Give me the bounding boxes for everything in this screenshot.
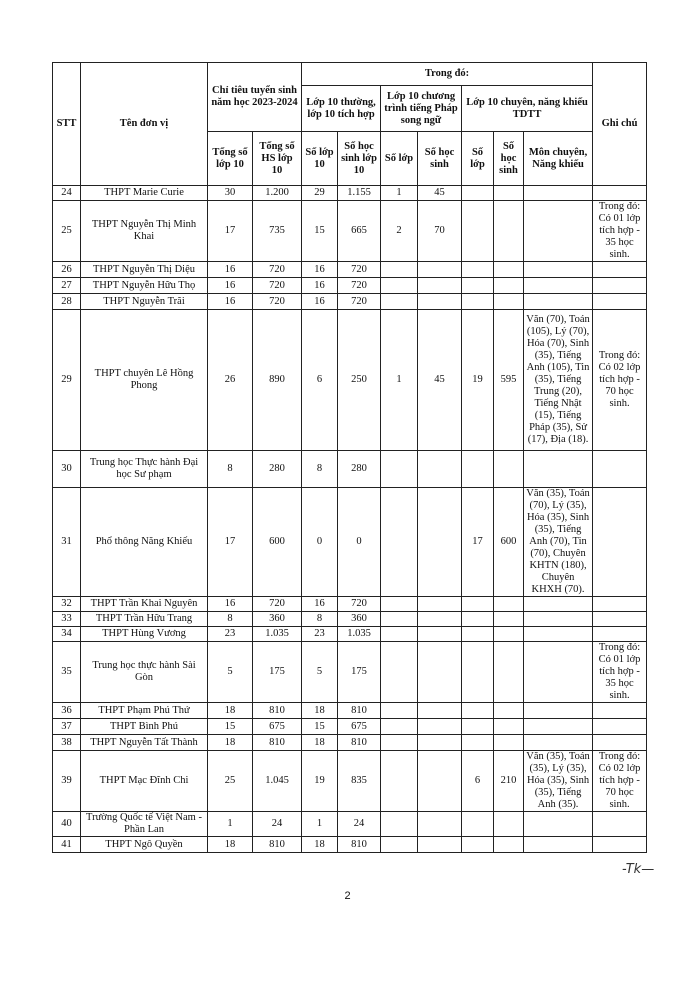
row-french-classes [381, 751, 418, 812]
row-special-classes: 6 [462, 751, 494, 812]
row-notes [593, 451, 647, 488]
row-total-students: 810 [253, 837, 302, 853]
row-regular-classes: 18 [302, 837, 338, 853]
row-total-students: 675 [253, 719, 302, 735]
row-french-classes [381, 703, 418, 719]
row-french-students [418, 837, 462, 853]
unit-name-header: Tên đơn vị [81, 63, 208, 186]
row-special-classes [462, 186, 494, 201]
total-students-header: Tổng số HS lớp 10 [253, 132, 302, 186]
row-total-classes: 18 [208, 703, 253, 719]
row-regular-students: 835 [338, 751, 381, 812]
row-total-classes: 16 [208, 262, 253, 278]
row-regular-students: 720 [338, 597, 381, 612]
row-french-classes [381, 262, 418, 278]
row-total-classes: 8 [208, 612, 253, 627]
table-row [53, 612, 647, 627]
row-total-classes: 5 [208, 642, 253, 703]
table-row [53, 186, 647, 201]
row-total-classes: 16 [208, 597, 253, 612]
row-notes [593, 735, 647, 751]
table-row [53, 262, 647, 278]
row-unit-name: THPT Bình Phú [81, 719, 208, 735]
table-row [53, 703, 647, 719]
of-which-header: Trong đó: [302, 63, 593, 86]
row-special-classes [462, 612, 494, 627]
row-subjects [524, 612, 593, 627]
row-notes [593, 812, 647, 837]
row-unit-name: Phổ thông Năng Khiếu [81, 488, 208, 597]
row-total-students: 810 [253, 735, 302, 751]
total-classes-header: Tổng số lớp 10 [208, 132, 253, 186]
row-total-students: 600 [253, 488, 302, 597]
row-french-classes [381, 294, 418, 310]
row-french-students [418, 278, 462, 294]
row-regular-classes: 5 [302, 642, 338, 703]
row-french-classes [381, 488, 418, 597]
row-unit-name: Trường Quốc tế Việt Nam - Phần Lan [81, 812, 208, 837]
quota-header: Chỉ tiêu tuyển sinh năm học 2023-2024 [208, 63, 302, 132]
row-subjects [524, 642, 593, 703]
table-row [53, 597, 647, 612]
regular-students-header: Số học sinh lớp 10 [338, 132, 381, 186]
row-special-students [494, 612, 524, 627]
row-subjects [524, 597, 593, 612]
table-row [53, 837, 647, 853]
row-regular-classes: 16 [302, 597, 338, 612]
row-stt: 26 [53, 262, 81, 278]
table-row [53, 451, 647, 488]
row-regular-classes: 8 [302, 451, 338, 488]
table-row [53, 294, 647, 310]
table-row [53, 310, 647, 451]
row-special-students [494, 703, 524, 719]
row-special-classes [462, 837, 494, 853]
row-total-classes: 15 [208, 719, 253, 735]
row-stt: 37 [53, 719, 81, 735]
row-total-students: 24 [253, 812, 302, 837]
row-total-students: 1.045 [253, 751, 302, 812]
table-row [53, 812, 647, 837]
table-row [53, 642, 647, 703]
row-stt: 33 [53, 612, 81, 627]
row-unit-name: THPT Trần Hữu Trang [81, 612, 208, 627]
row-stt: 27 [53, 278, 81, 294]
row-regular-classes: 18 [302, 735, 338, 751]
row-subjects [524, 451, 593, 488]
row-notes [593, 837, 647, 853]
row-notes [593, 294, 647, 310]
row-notes [593, 703, 647, 719]
row-regular-classes: 8 [302, 612, 338, 627]
row-french-students: 70 [418, 201, 462, 262]
row-stt: 39 [53, 751, 81, 812]
row-special-students [494, 812, 524, 837]
row-french-students [418, 612, 462, 627]
row-french-students [418, 751, 462, 812]
row-regular-classes: 6 [302, 310, 338, 451]
row-unit-name: THPT Hùng Vương [81, 627, 208, 642]
row-stt: 40 [53, 812, 81, 837]
row-special-students: 595 [494, 310, 524, 451]
row-total-classes: 30 [208, 186, 253, 201]
row-special-students [494, 597, 524, 612]
special-group-header: Lớp 10 chuyên, năng khiếu TDTT [462, 86, 593, 132]
table-row [53, 627, 647, 642]
row-french-classes [381, 837, 418, 853]
row-subjects: Văn (35), Toán (35), Lý (35), Hóa (35), Sinh (35), Tiếng Anh (35). [524, 751, 593, 812]
row-regular-students: 810 [338, 735, 381, 751]
table-row [53, 751, 647, 812]
row-notes: Trong đó: Có 02 lớp tích hợp - 70 học sinh. [593, 310, 647, 451]
row-french-students [418, 262, 462, 278]
row-regular-students: 360 [338, 612, 381, 627]
table-row [53, 278, 647, 294]
row-french-classes: 1 [381, 186, 418, 201]
row-french-classes [381, 451, 418, 488]
row-french-students [418, 488, 462, 597]
admission-quota-table [52, 62, 647, 853]
row-french-students [418, 294, 462, 310]
row-regular-students: 0 [338, 488, 381, 597]
row-french-classes [381, 812, 418, 837]
row-total-students: 280 [253, 451, 302, 488]
row-total-students: 720 [253, 294, 302, 310]
row-regular-classes: 15 [302, 719, 338, 735]
row-unit-name: THPT Nguyễn Thị Diệu [81, 262, 208, 278]
row-regular-students: 1.155 [338, 186, 381, 201]
row-special-students [494, 627, 524, 642]
row-special-students: 210 [494, 751, 524, 812]
row-special-students [494, 278, 524, 294]
row-stt: 35 [53, 642, 81, 703]
row-special-classes [462, 451, 494, 488]
row-regular-classes: 15 [302, 201, 338, 262]
row-french-students: 45 [418, 310, 462, 451]
row-special-classes [462, 278, 494, 294]
row-special-classes [462, 812, 494, 837]
notes-header: Ghi chú [593, 63, 647, 186]
regular-classes-header: Số lớp 10 [302, 132, 338, 186]
table-row [53, 201, 647, 262]
row-unit-name: THPT Nguyễn Thị Minh Khai [81, 201, 208, 262]
row-subjects [524, 278, 593, 294]
row-regular-students: 810 [338, 703, 381, 719]
row-french-classes [381, 627, 418, 642]
row-special-students [494, 294, 524, 310]
row-unit-name: THPT Nguyễn Tất Thành [81, 735, 208, 751]
row-unit-name: THPT Ngô Quyền [81, 837, 208, 853]
row-french-students [418, 451, 462, 488]
special-classes-header: Số lớp [462, 132, 494, 186]
row-special-students: 600 [494, 488, 524, 597]
row-notes [593, 488, 647, 597]
row-total-students: 720 [253, 262, 302, 278]
row-stt: 29 [53, 310, 81, 451]
row-notes [593, 612, 647, 627]
row-french-students [418, 703, 462, 719]
row-regular-classes: 16 [302, 294, 338, 310]
row-special-classes: 17 [462, 488, 494, 597]
row-stt: 25 [53, 201, 81, 262]
row-special-classes [462, 627, 494, 642]
row-regular-students: 720 [338, 294, 381, 310]
row-special-classes [462, 719, 494, 735]
row-notes [593, 186, 647, 201]
row-special-students [494, 837, 524, 853]
row-special-classes [462, 294, 494, 310]
row-regular-students: 720 [338, 278, 381, 294]
row-special-students [494, 735, 524, 751]
row-regular-students: 720 [338, 262, 381, 278]
row-regular-students: 24 [338, 812, 381, 837]
row-special-classes [462, 642, 494, 703]
row-subjects [524, 703, 593, 719]
row-french-students [418, 812, 462, 837]
row-french-classes [381, 642, 418, 703]
row-subjects [524, 262, 593, 278]
row-subjects [524, 627, 593, 642]
row-special-students [494, 451, 524, 488]
row-special-students [494, 201, 524, 262]
row-regular-classes: 16 [302, 278, 338, 294]
row-unit-name: THPT Mạc Đĩnh Chi [81, 751, 208, 812]
row-special-classes [462, 262, 494, 278]
row-total-classes: 25 [208, 751, 253, 812]
row-french-classes [381, 612, 418, 627]
row-stt: 36 [53, 703, 81, 719]
row-total-students: 1.035 [253, 627, 302, 642]
row-french-classes [381, 735, 418, 751]
row-stt: 41 [53, 837, 81, 853]
row-regular-students: 250 [338, 310, 381, 451]
subjects-header: Môn chuyên, Năng khiếu [524, 132, 593, 186]
row-regular-classes: 16 [302, 262, 338, 278]
stt-header: STT [53, 63, 81, 186]
row-stt: 28 [53, 294, 81, 310]
row-regular-classes: 19 [302, 751, 338, 812]
row-special-students [494, 642, 524, 703]
row-french-classes: 2 [381, 201, 418, 262]
row-regular-students: 675 [338, 719, 381, 735]
row-regular-classes: 1 [302, 812, 338, 837]
row-total-classes: 16 [208, 294, 253, 310]
row-subjects [524, 719, 593, 735]
page-number: 2 [344, 890, 351, 902]
row-special-classes [462, 735, 494, 751]
french-group-header: Lớp 10 chương trình tiếng Pháp song ngữ [381, 86, 462, 132]
row-regular-students: 175 [338, 642, 381, 703]
row-subjects [524, 812, 593, 837]
row-notes: Trong đó: Có 02 lớp tích hợp - 70 học sinh. [593, 751, 647, 812]
row-stt: 30 [53, 451, 81, 488]
row-regular-classes: 29 [302, 186, 338, 201]
row-unit-name: Trung học thực hành Sài Gòn [81, 642, 208, 703]
row-unit-name: THPT Nguyễn Hữu Thọ [81, 278, 208, 294]
row-total-students: 1.200 [253, 186, 302, 201]
row-subjects [524, 186, 593, 201]
row-total-classes: 17 [208, 488, 253, 597]
row-total-students: 735 [253, 201, 302, 262]
french-classes-header: Số lớp [381, 132, 418, 186]
table-row [53, 719, 647, 735]
row-total-students: 360 [253, 612, 302, 627]
row-special-classes: 19 [462, 310, 494, 451]
row-french-classes: 1 [381, 310, 418, 451]
row-total-students: 720 [253, 278, 302, 294]
row-total-classes: 26 [208, 310, 253, 451]
row-total-students: 890 [253, 310, 302, 451]
row-total-classes: 17 [208, 201, 253, 262]
row-special-classes [462, 201, 494, 262]
table-row [53, 488, 647, 597]
row-stt: 34 [53, 627, 81, 642]
row-subjects [524, 294, 593, 310]
row-french-students: 45 [418, 186, 462, 201]
row-regular-classes: 18 [302, 703, 338, 719]
table-row [53, 735, 647, 751]
row-notes [593, 597, 647, 612]
row-total-students: 810 [253, 703, 302, 719]
row-total-classes: 16 [208, 278, 253, 294]
row-notes [593, 262, 647, 278]
row-special-students [494, 186, 524, 201]
row-regular-students: 665 [338, 201, 381, 262]
row-special-classes [462, 597, 494, 612]
row-regular-classes: 23 [302, 627, 338, 642]
row-stt: 24 [53, 186, 81, 201]
row-unit-name: Trung học Thực hành Đại học Sư phạm [81, 451, 208, 488]
row-unit-name: THPT Phạm Phú Thứ [81, 703, 208, 719]
french-students-header: Số học sinh [418, 132, 462, 186]
row-french-students [418, 719, 462, 735]
row-regular-students: 280 [338, 451, 381, 488]
row-stt: 32 [53, 597, 81, 612]
row-total-classes: 8 [208, 451, 253, 488]
row-subjects [524, 837, 593, 853]
special-students-header: Số học sinh [494, 132, 524, 186]
row-french-classes [381, 597, 418, 612]
row-french-classes [381, 278, 418, 294]
row-french-students [418, 735, 462, 751]
row-total-students: 175 [253, 642, 302, 703]
row-french-students [418, 627, 462, 642]
row-special-classes [462, 703, 494, 719]
row-regular-students: 810 [338, 837, 381, 853]
row-french-classes [381, 719, 418, 735]
handwritten-initials: -Tk— [622, 862, 655, 877]
row-total-classes: 23 [208, 627, 253, 642]
row-special-students [494, 719, 524, 735]
row-regular-classes: 0 [302, 488, 338, 597]
row-unit-name: THPT Marie Curie [81, 186, 208, 201]
row-french-students [418, 597, 462, 612]
row-notes: Trong đó: Có 01 lớp tích hợp - 35 học sinh. [593, 201, 647, 262]
row-unit-name: THPT Trần Khai Nguyên [81, 597, 208, 612]
row-notes: Trong đó: Có 01 lớp tích hợp - 35 học sinh. [593, 642, 647, 703]
row-unit-name: THPT Nguyễn Trãi [81, 294, 208, 310]
row-total-students: 720 [253, 597, 302, 612]
row-subjects: Văn (70), Toán (105), Lý (70), Hóa (70), Sinh (35), Tiếng Anh (105), Tin (35), Tiếng Trung (20), Tiếng Nhật (15), Tiếng Pháp (35), Sử (17), Địa (18). [524, 310, 593, 451]
row-total-classes: 18 [208, 735, 253, 751]
row-stt: 38 [53, 735, 81, 751]
row-stt: 31 [53, 488, 81, 597]
row-total-classes: 18 [208, 837, 253, 853]
row-regular-students: 1.035 [338, 627, 381, 642]
row-subjects: Văn (35), Toán (70), Lý (35), Hóa (35), Sinh (35), Tiếng Anh (70), Tin (70), Chuyên KHTN (180), Chuyên KHXH (70). [524, 488, 593, 597]
row-unit-name: THPT chuyên Lê Hồng Phong [81, 310, 208, 451]
row-notes [593, 719, 647, 735]
row-french-students [418, 642, 462, 703]
row-subjects [524, 735, 593, 751]
row-special-students [494, 262, 524, 278]
row-notes [593, 627, 647, 642]
row-notes [593, 278, 647, 294]
regular-group-header: Lớp 10 thường, lớp 10 tích hợp [302, 86, 381, 132]
row-total-classes: 1 [208, 812, 253, 837]
row-subjects [524, 201, 593, 262]
